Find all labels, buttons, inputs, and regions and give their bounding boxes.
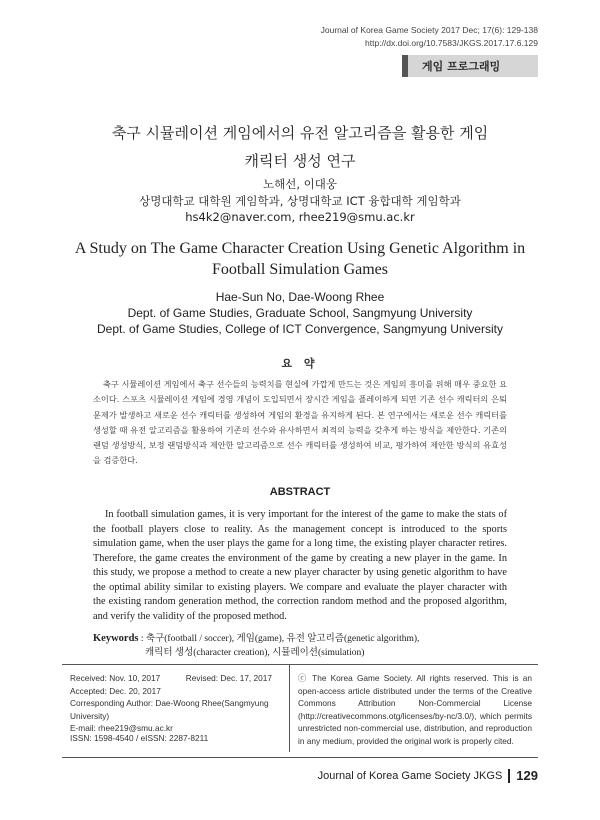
accepted-date: Accepted: Dec. 20, 2017 [70, 685, 161, 696]
footnote-divider [289, 664, 290, 752]
keywords-list-2: 캐릭터 생성(character creation), 시뮬레이션(simulation) [145, 648, 365, 658]
revised-date: Revised: Dec. 17, 2017 [185, 673, 272, 683]
keywords-list-1: : 축구(football / soccer), 게임(game), 유전 알고리즘(genetic algorithm), [140, 634, 420, 644]
keywords-block [93, 632, 507, 660]
footer-rule [62, 757, 538, 758]
title-ko-line2: 캐릭터 생성 연구 [244, 152, 356, 170]
affiliation-en-2: Dept. of Game Studies, College of ICT Convergence, Sangmyung University [97, 322, 503, 336]
affiliation-ko: 상명대학교 대학원 게임학과, 상명대학교 ICT 융합대학 게임학과 [139, 194, 461, 208]
emails-ko: hs4k2@naver.com, rhee219@smu.ac.kr [185, 210, 415, 224]
title-en-line1: A Study on The Game Character Creation Using Genetic Algorithm in [74, 240, 526, 257]
corresponding-email: E-mail: rhee219@smu.ac.kr [70, 723, 173, 734]
affiliation-en-1: Dept. of Game Studies, Graduate School, Sangmyung University [127, 306, 473, 320]
section-label: 게임 프로그래밍 [422, 60, 501, 73]
title-ko-line1: 축구 시뮬레이션 게임에서의 유전 알고리즘을 활용한 게임 [111, 124, 489, 142]
received-revised-row [70, 672, 284, 685]
issn: ISSN: 1598-4540 / eISSN: 2287-8211 [70, 733, 209, 743]
received-date: Received: Nov. 10, 2017 [70, 673, 161, 683]
page-number: 129 [516, 768, 538, 783]
abstract-en-body: In football simulation games, it is very important for the interest of the game to make the stats of the football players close to reality. As the management concept is introduced to the sports simulation game, when the user plays the game for a long time, the existing player character retires. Therefore, the game creates the environment of the game by creating a new player in the game. In this study, we propose a method to create a new player character by using genetic algorithm to have the optimal ability similar to existing players. We compare and evaluate the player character with the existing random generation method, the correction random method and the proposed algorithm, and verify the validity of the proposed method. [93, 509, 507, 622]
abstract-ko-heading: 요 약 [281, 357, 319, 370]
abstract-en-heading: ABSTRACT [269, 486, 331, 498]
license-notice: ⓒ The Korea Game Society. All rights reserved. This is an open-access article distributed under the terms of the Creative Commons Attribution Non-Commercial License (http://creativecommons.otg/licenses/by-nc/3.0/), which permits unrestricted non-commercial use, distribution, and reproduction in any medium, provided the original work is properly cited. [298, 673, 532, 746]
footnote-top-rule [62, 664, 538, 665]
title-en-line2: Football Simulation Games [212, 261, 388, 278]
authors-en-names: Hae-Sun No, Dae-Woong Rhee [215, 290, 385, 304]
footnote-left [70, 672, 284, 735]
footer-separator [508, 769, 510, 783]
authors-ko-names: 노해선, 이대웅 [263, 177, 337, 191]
corresponding-author: Corresponding Author: Dae-Woong Rhee(Sangmyung University) [70, 698, 269, 721]
keywords-label: Keywords [93, 633, 139, 644]
doi-link[interactable]: http://dx.doi.org/10.7583/JKGS.2017.17.6.129 [365, 38, 538, 48]
keywords-line1 [93, 632, 507, 646]
footer-journal: Journal of Korea Game Society JKGS [317, 769, 503, 782]
authors-ko [0, 176, 600, 192]
section-label-bar [402, 55, 538, 77]
journal-citation: Journal of Korea Game Society 2017 Dec; 17(6): 129-138 [320, 25, 538, 35]
section-bar-marker [402, 55, 408, 77]
page-footer [318, 768, 538, 783]
abstract-ko-body: 축구 시뮬레이션 게임에서 축구 선수들의 능력치를 현실에 가깝게 만드는 것은 게임의 흥미를 위해 매우 중요한 요소이다. 스포츠 시뮬레이션 게임에 경영 개념이 도입되면서 장시간 게임을 플레이하게 되면 기존 선수 캐릭터의 은퇴문제가 발생하고 새로운 선수 캐릭터를 생성하여 게임의 환경을 유지하게 된다. 본 연구에서는 새로운 선수 캐릭터를 생성할 때 유전 알고리즘을 활용하여 기존의 선수와 유사하면서 최적의 능력을 갖추게 하는 방식을 제안한다. 기존의 랜덤 생성방식, 보정 랜덤방식과 제안한 알고리즘으로 선수 캐릭터를 생성하여 비교, 평가하여 제안한 방식의 유효성을 검증한다. [93, 379, 507, 466]
